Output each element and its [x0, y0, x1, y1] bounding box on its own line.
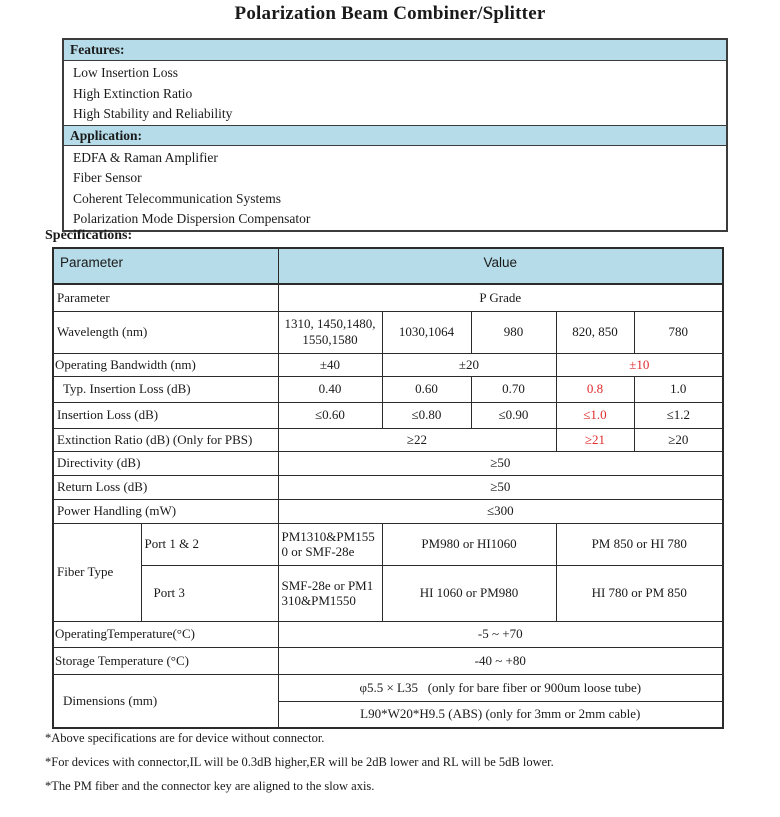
port12-fiber: PM980 or HI1060 — [382, 523, 556, 565]
feature-item: Low Insertion Loss — [73, 65, 178, 80]
port12-label: Port 1 & 2 — [141, 523, 278, 565]
operating-temperature-label: OperatingTemperature(°C) — [53, 621, 278, 647]
port3-fiber: HI 780 or PM 850 — [556, 565, 723, 621]
header-parameter: Parameter — [53, 248, 278, 284]
bandwidth-label: Operating Bandwidth (nm) — [53, 353, 278, 376]
footnote: *For devices with connector,IL will be 0.3dB higher,ER will be 2dB lower and RL will be 5dB lower. — [45, 755, 554, 769]
footnote: *Above specifications are for device without connector. — [45, 731, 325, 745]
insertion-loss-value: ≤0.80 — [382, 402, 471, 428]
row-return-loss — [53, 475, 723, 499]
row-bandwidth — [53, 353, 723, 376]
row-directivity — [53, 451, 723, 475]
storage-temperature-value: -40 ~ +80 — [278, 647, 723, 674]
application-item: Fiber Sensor — [73, 170, 142, 185]
typ-insertion-loss-value: 0.70 — [471, 376, 556, 402]
row-dimensions-1 — [53, 674, 723, 701]
application-item: Polarization Mode Dispersion Compensator — [73, 211, 311, 226]
power-handling-label: Power Handling (mW) — [53, 499, 278, 523]
extinction-ratio-label: Extinction Ratio (dB) (Only for PBS) — [53, 428, 278, 451]
insertion-loss-value: ≤1.2 — [634, 402, 723, 428]
typ-insertion-loss-value: 1.0 — [634, 376, 723, 402]
wavelength-value: 1310, 1450,1480, 1550,1580 — [278, 311, 382, 353]
feature-item: High Stability and Reliability — [73, 106, 233, 121]
dimensions-label: Dimensions (mm) — [53, 674, 278, 728]
typ-insertion-loss-value-highlight: 0.8 — [556, 376, 634, 402]
insertion-loss-label: Insertion Loss (dB) — [53, 402, 278, 428]
row-insertion-loss — [53, 402, 723, 428]
typ-insertion-loss-label: Typ. Insertion Loss (dB) — [53, 376, 278, 402]
port3-label: Port 3 — [141, 565, 278, 621]
row-wavelength — [53, 311, 723, 353]
footnotes — [45, 731, 554, 803]
application-item: EDFA & Raman Amplifier — [73, 149, 218, 165]
port12-fiber: PM 850 or HI 780 — [556, 523, 723, 565]
grade-value: P Grade — [278, 284, 723, 311]
insertion-loss-value-highlight: ≤1.0 — [556, 402, 634, 428]
bandwidth-value: ±40 — [278, 353, 382, 376]
return-loss-value: ≥50 — [278, 475, 723, 499]
row-power-handling — [53, 499, 723, 523]
fiber-type-label: Fiber Type — [53, 523, 141, 621]
directivity-label: Directivity (dB) — [53, 451, 278, 475]
insertion-loss-value: ≤0.90 — [471, 402, 556, 428]
return-loss-label: Return Loss (dB) — [53, 475, 278, 499]
typ-insertion-loss-value: 0.60 — [382, 376, 471, 402]
row-extinction-ratio — [53, 428, 723, 451]
feature-item: High Extinction Ratio — [73, 85, 193, 101]
power-handling-value: ≤300 — [278, 499, 723, 523]
wavelength-value: 780 — [634, 311, 723, 353]
typ-insertion-loss-value: 0.40 — [278, 376, 382, 402]
extinction-ratio-value: ≥20 — [634, 428, 723, 451]
specifications-label: Specifications: — [45, 228, 133, 243]
bandwidth-value-highlight: ±10 — [556, 353, 723, 376]
row-fiber-type-port3 — [53, 565, 723, 621]
port12-fiber: PM1310&PM1550 or SMF-28e — [278, 523, 382, 565]
row-fiber-type-port12 — [53, 523, 723, 565]
grade-label: Parameter — [53, 284, 278, 311]
dimensions-value: φ5.5 × L35 (only for bare fiber or 900um loose tube) — [278, 674, 723, 701]
wavelength-label: Wavelength (nm) — [53, 311, 278, 353]
storage-temperature-label: Storage Temperature (°C) — [53, 647, 278, 674]
page-title: Polarization Beam Combiner/Splitter — [234, 3, 546, 24]
footnote: *The PM fiber and the connector key are aligned to the slow axis. — [45, 779, 375, 793]
wavelength-value: 980 — [471, 311, 556, 353]
extinction-ratio-value-highlight: ≥21 — [556, 428, 634, 451]
row-typ-insertion-loss — [53, 376, 723, 402]
features-application-box — [62, 38, 728, 232]
insertion-loss-value: ≤0.60 — [278, 402, 382, 428]
directivity-value: ≥50 — [278, 451, 723, 475]
application-header: Application: — [64, 125, 726, 146]
port3-fiber: HI 1060 or PM980 — [382, 565, 556, 621]
row-grade — [53, 284, 723, 311]
port3-fiber: SMF-28e or PM1310&PM1550 — [278, 565, 382, 621]
operating-temperature-value: -5 ~ +70 — [278, 621, 723, 647]
dimensions-value: L90*W20*H9.5 (ABS) (only for 3mm or 2mm cable) — [278, 701, 723, 728]
row-storage-temperature — [53, 647, 723, 674]
wavelength-value: 1030,1064 — [382, 311, 471, 353]
wavelength-value: 820, 850 — [556, 311, 634, 353]
row-operating-temperature — [53, 621, 723, 647]
bandwidth-value: ±20 — [382, 353, 556, 376]
specifications-table — [52, 247, 724, 729]
application-item: Coherent Telecommunication Systems — [73, 190, 282, 206]
header-value: Value — [278, 248, 723, 284]
features-header: Features: — [64, 40, 726, 61]
extinction-ratio-value: ≥22 — [278, 428, 556, 451]
table-header-row — [53, 248, 723, 284]
